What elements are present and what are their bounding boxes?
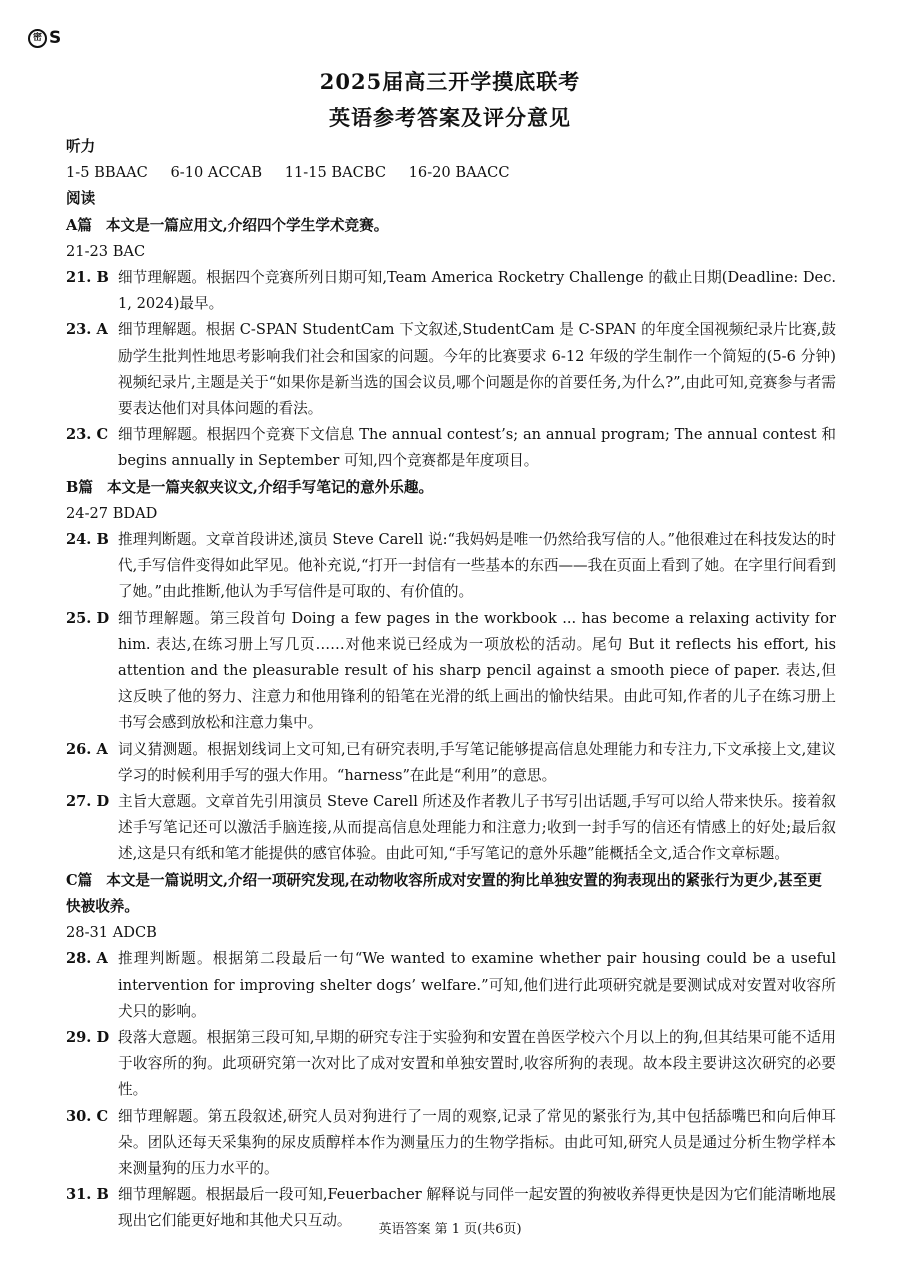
- answer-explanation: 细节理解题。第五段叙述,研究人员对狗进行了一周的观察,记录了常见的紧张行为,其中包括舔嘴巴和向后伸耳朵。团队还每天采集狗的尿皮质醇样本作为测量压力的生物学指标。由此可知,研究人员是通过分析生物学样本来测量狗的压力水平的。: [118, 1107, 836, 1177]
- passage-b-desc: 本文是一篇夹叙夹议文,介绍手写笔记的意外乐趣。: [106, 478, 434, 496]
- answer-explanation: 细节理解题。根据最后一段可知,Feuerbacher 解释说与同伴一起安置的狗被收养得更快是因为它们能清晰地展现出它们能更好地和其他犬只互动。: [118, 1186, 836, 1230]
- answer-explanation: 细节理解题。根据四个竞赛所列日期可知,Team America Rocketry Challenge 的截止日期(Deadline: Dec. 1, 2024)最早。: [118, 269, 836, 313]
- answer-number: 31. B: [66, 1186, 109, 1204]
- listening-key-2: 6-10 ACCAB: [170, 164, 263, 182]
- answer-explanation: 主旨大意题。文章首先引用演员 Steve Carell 所述及作者教儿子书写引出话题,手写可以给人带来快乐。接着叙述手写笔记还可以激活手脑连接,从而提高信息处理能力和注意力;收到一封手写的信还有情感上的好处;最后叙述,这是只有纸和笔才能提供的感官体验。由此可知,“手写笔记的意外乐趣”能概括全文,适合作文章标题。: [118, 793, 836, 863]
- answer-item: [66, 1104, 836, 1183]
- answer-number: 25. D: [66, 609, 110, 627]
- answer-item: [66, 946, 836, 1025]
- passage-c-key: 28-31 ADCB: [66, 924, 157, 942]
- passage-b-header: [66, 475, 836, 501]
- answer-item: [66, 737, 836, 789]
- passage-b-key: 24-27 BDAD: [66, 504, 158, 522]
- answer-number: 30. C: [66, 1107, 109, 1125]
- confidential-seal-icon: 密: [28, 29, 47, 48]
- listening-key-1: 1-5 BBAAC: [66, 164, 148, 182]
- answer-item: [66, 606, 836, 737]
- answer-explanation: 词义猜测题。根据划线词上文可知,已有研究表明,手写笔记能够提高信息处理能力和专注力,下文承接上文,建议学习的时候利用手写的强大作用。“harness”在此是“利用”的意思。: [118, 740, 836, 784]
- answer-number: 26. A: [66, 740, 108, 758]
- answer-item: [66, 789, 836, 868]
- answer-number: 27. D: [66, 793, 110, 811]
- reading-heading: 阅读: [66, 190, 96, 208]
- answer-item: [66, 422, 836, 474]
- answer-number: 28. A: [66, 950, 108, 968]
- passage-c-label: C篇: [66, 871, 93, 889]
- passage-a-desc: 本文是一篇应用文,介绍四个学生学术竞赛。: [105, 216, 389, 234]
- answer-item: [66, 527, 836, 606]
- listening-keys: [66, 160, 836, 186]
- passage-c-desc: 本文是一篇说明文,介绍一项研究发现,在动物收容所成对安置的狗比单独安置的狗表现出的紧张行为更少,甚至更快被收养。: [66, 871, 822, 915]
- answer-number: 23. C: [66, 426, 109, 444]
- answer-explanation: 推理判断题。文章首段讲述,演员 Steve Carell 说:“我妈妈是唯一仍然给我写信的人。”他很难过在科技发达的时代,手写信件变得如此罕见。他补充说,“打开一封信有一些基本的东西——我在页面上看到了她。在字里行间看到了她。”由此推断,他认为手写信件是可取的、有价值的。: [118, 531, 836, 601]
- answer-explanation: 细节理解题。根据四个竞赛下文信息 The annual contest’s; an annual program; The annual contest 和 begins annually in September 可知,四个竞赛都是年度项目。: [118, 426, 836, 470]
- answer-explanation: 段落大意题。根据第三段可知,早期的研究专注于实验狗和安置在兽医学校六个月以上的狗,但其结果可能不适用于收容所的狗。此项研究第一次对比了成对安置和单独安置时,收容所狗的表现。故本段主要讲这次研究的必要性。: [118, 1028, 836, 1099]
- page-footer: 英语答案 第 1 页(共6页): [378, 1222, 522, 1237]
- answer-explanation: 细节理解题。第三段首句 Doing a few pages in the workbook ... has become a relaxing activity for him. 表达,在练习册上写几页……对他来说已经成为一项放松的活动。尾句 But it reflects his effort, his attention and the pleasurable result of his sharp pencil against a smooth piece of paper. 表达,但这反映了他的努力、注意力和他用锋利的铅笔在光滑的纸上画出的愉快结果。由此可知,作者的儿子在练习册上书写会感到放松和注意力集中。: [118, 609, 836, 732]
- document-title: 2025届高三开学摸底联考: [319, 69, 581, 94]
- listening-heading: 听力: [66, 138, 96, 155]
- passage-a-header: [66, 213, 836, 239]
- listening-key-4: 16-20 BAACC: [408, 164, 510, 182]
- passage-a-label: A篇: [66, 216, 92, 234]
- corner-mark: [28, 28, 61, 48]
- passage-a-key: 21-23 BAC: [66, 242, 146, 260]
- listening-key-3: 11-15 BACBC: [284, 164, 386, 182]
- passage-c-header: [66, 868, 836, 920]
- answer-number: 21. B: [66, 269, 109, 287]
- passage-b-label: B篇: [66, 478, 93, 496]
- document-subtitle: 英语参考答案及评分意见: [329, 105, 571, 130]
- answer-item: [66, 1025, 836, 1104]
- answer-item: [66, 317, 836, 422]
- answer-number: 29. D: [66, 1028, 110, 1046]
- answer-number: 23. A: [66, 321, 108, 339]
- answer-content: [66, 134, 836, 1235]
- answer-explanation: 细节理解题。根据 C-SPAN StudentCam 下文叙述,StudentCam 是 C-SPAN 的年度全国视频纪录片比赛,鼓励学生批判性地思考影响我们社会和国家的问题。今年的比赛要求 6-12 年级的学生制作一个简短的(5-6 分钟)视频纪录片,主题是关于“如果你是新当选的国会议员,哪个问题是你的首要任务,为什么?”,由此可知,竞赛参与者需要表达他们对具体问题的看法。: [118, 321, 836, 418]
- answer-explanation: 推理判断题。根据第二段最后一句“We wanted to examine whether pair housing could be a useful intervention for improving shelter dogs’ welfare.”可知,他们进行此项研究就是要测试成对安置对收容所犬只的影响。: [118, 950, 836, 1020]
- corner-letter: S: [49, 28, 62, 48]
- answer-number: 24. B: [66, 531, 109, 549]
- answer-item: [66, 265, 836, 317]
